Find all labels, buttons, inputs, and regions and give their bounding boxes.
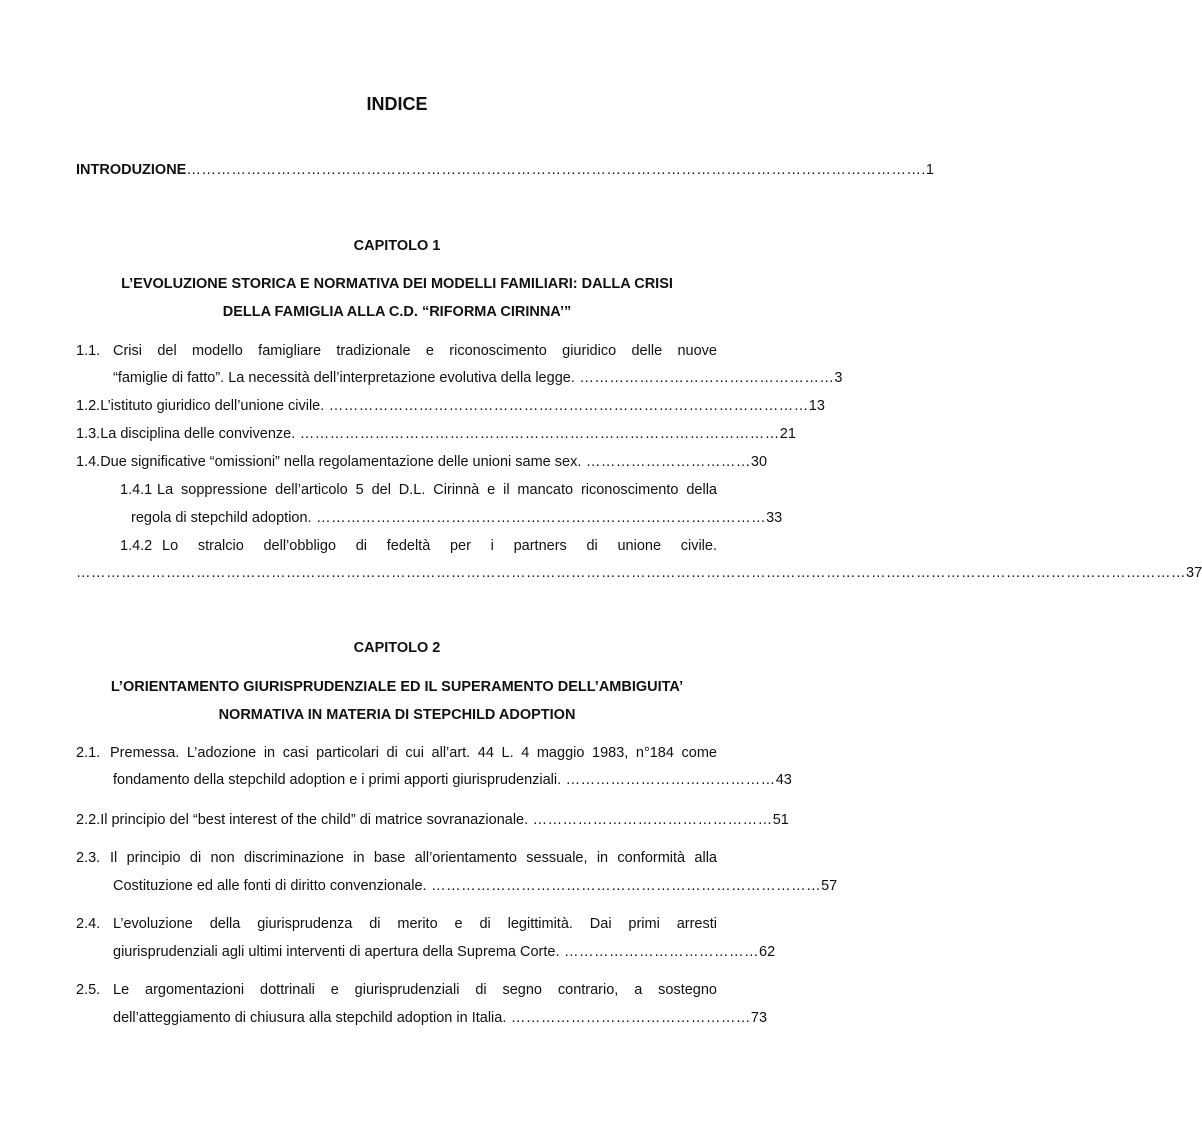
page-number: 21 bbox=[779, 426, 796, 442]
toc-entry-2-5-cont[interactable] bbox=[113, 1010, 768, 1026]
dot-leader: …………………………………………………………………… bbox=[426, 878, 822, 894]
toc-entry-text: regola di stepchild adoption. bbox=[131, 510, 312, 526]
toc-entry-1-1-cont[interactable] bbox=[113, 370, 843, 386]
page-number: 3 bbox=[834, 370, 843, 386]
toc-entry-1-4-1-number: 1.4.1 bbox=[120, 482, 153, 498]
toc-entry-1-4[interactable] bbox=[76, 454, 768, 470]
toc-entry-2-4[interactable]: L’evoluzione della giurisprudenza di merito e di legittimità. Dai primi arresti bbox=[113, 916, 717, 932]
toc-entry-2-4-number: 2.4. bbox=[76, 916, 101, 932]
toc-entry-text: giurisprudenziali agli ultimi interventi di apertura della Suprema Corte. bbox=[113, 944, 560, 960]
page-number: 62 bbox=[759, 944, 776, 960]
toc-entry-text: “famiglie di fatto”. La necessità dell’interpretazione evolutiva della legge. bbox=[113, 370, 575, 386]
toc-entry-2-2[interactable] bbox=[76, 812, 789, 828]
toc-entry-2-3-number: 2.3. bbox=[76, 850, 101, 866]
dot-leader: …………………………………………………………………………………… bbox=[324, 398, 809, 414]
page-number: 37 bbox=[1186, 565, 1202, 581]
dot-leader: …………………………… bbox=[581, 454, 751, 470]
chapter-1-heading: CAPITOLO 1 bbox=[353, 238, 441, 254]
chapter-1-subtitle: L’EVOLUZIONE STORICA E NORMATIVA DEI MODELLI FAMILIARI: DALLA CRISI bbox=[121, 276, 673, 292]
toc-entry-1-3[interactable] bbox=[76, 426, 796, 442]
toc-entry-2-5-number: 2.5. bbox=[76, 982, 101, 998]
toc-entry-2-3-cont[interactable] bbox=[113, 878, 838, 894]
toc-entry-1-4-1[interactable]: La soppressione dell’articolo 5 del D.L. Cirinnà e il mancato riconoscimento della bbox=[157, 482, 717, 498]
toc-entry-number: 1.4. bbox=[76, 454, 101, 470]
chapter-2-subtitle-2: NORMATIVA IN MATERIA DI STEPCHILD ADOPTION bbox=[218, 707, 576, 723]
page-number: 57 bbox=[821, 878, 838, 894]
dot-leader: ………………………………………… bbox=[528, 812, 773, 828]
toc-entry-1-4-2[interactable]: Lo stralcio dell’obbligo di fedeltà per i partners di unione civile. bbox=[162, 538, 717, 554]
toc-entry-text: fondamento della stepchild adoption e i primi apporti giurisprudenziali. bbox=[113, 772, 562, 788]
page-number: 30 bbox=[750, 454, 768, 470]
page-number: 73 bbox=[750, 1010, 768, 1026]
dot-leader: …………………………………………………………………………………………………………………………………. bbox=[186, 162, 926, 178]
toc-entry-text: Costituzione ed alle fonti di diritto convenzionale. bbox=[113, 878, 427, 894]
toc-entry-text: La disciplina delle convivenze. bbox=[100, 426, 296, 442]
page-number: 13 bbox=[808, 398, 825, 414]
chapter-2-subtitle: L’ORIENTAMENTO GIURISPRUDENZIALE ED IL SUPERAMENTO DELL’AMBIGUITA’ bbox=[110, 679, 684, 695]
toc-entry-2-1[interactable]: Premessa. L’adozione in casi particolari di cui all’art. 44 L. 4 maggio 1983, n°184 come bbox=[110, 745, 717, 761]
toc-entry-number: 1.3. bbox=[76, 426, 101, 442]
toc-entry-2-5[interactable]: Le argomentazioni dottrinali e giurisprudenziali di segno contrario, a sostegno bbox=[113, 982, 717, 998]
toc-entry-1-4-2-cont[interactable] bbox=[76, 565, 1202, 581]
dot-leader: …………………………………… bbox=[561, 772, 776, 788]
toc-entry-number: 1.2. bbox=[76, 398, 101, 414]
toc-entry-text: dell’atteggiamento di chiusura alla stepchild adoption in Italia. bbox=[113, 1010, 507, 1026]
page-number: 51 bbox=[772, 812, 789, 828]
toc-entry-2-3[interactable]: Il principio di non discriminazione in base all’orientamento sessuale, in conformità alla bbox=[110, 850, 717, 866]
page-number: 1 bbox=[925, 162, 934, 178]
toc-entry-2-1-number: 2.1. bbox=[76, 745, 101, 761]
toc-entry-number: 2.2. bbox=[76, 812, 101, 828]
toc-entry-1-1-number: 1.1. bbox=[76, 343, 101, 359]
page-number: 33 bbox=[766, 510, 783, 526]
dot-leader: ……………………………………………………………………………… bbox=[311, 510, 767, 526]
toc-entry-1-4-2-number: 1.4.2 bbox=[120, 538, 153, 554]
toc-entry-1-2[interactable] bbox=[76, 398, 825, 414]
toc-entry-2-1-cont[interactable] bbox=[113, 772, 792, 788]
toc-entry-label: INTRODUZIONE bbox=[76, 162, 187, 178]
toc-entry-text: Il principio del “best interest of the child” di matrice sovranazionale. bbox=[100, 812, 529, 828]
dot-leader: …………………………………………… bbox=[574, 370, 835, 386]
dot-leader: ………………………………………… bbox=[506, 1010, 751, 1026]
page-title: INDICE bbox=[366, 94, 428, 114]
toc-entry-introduzione[interactable] bbox=[76, 162, 934, 178]
toc-entry-text: L’istituto giuridico dell’unione civile. bbox=[100, 398, 325, 414]
chapter-1-subtitle-2: DELLA FAMIGLIA ALLA C.D. “RIFORMA CIRINNA’” bbox=[222, 304, 572, 320]
toc-entry-1-4-1-cont[interactable] bbox=[131, 510, 783, 526]
page-number: 43 bbox=[775, 772, 792, 788]
dot-leader: …………………………………………………………………………………………………………………………………………………………………………………………………… bbox=[76, 565, 1186, 581]
dot-leader: …………………………………………………………………………………… bbox=[295, 426, 780, 442]
toc-entry-1-1[interactable]: Crisi del modello famigliare tradizionale e riconoscimento giuridico delle nuove bbox=[113, 343, 717, 359]
toc-entry-2-4-cont[interactable] bbox=[113, 944, 776, 960]
chapter-2-heading: CAPITOLO 2 bbox=[353, 640, 441, 656]
toc-entry-text: Due significative “omissioni” nella regolamentazione delle unioni same sex. bbox=[100, 454, 582, 470]
dot-leader: ………………………………… bbox=[559, 944, 760, 960]
